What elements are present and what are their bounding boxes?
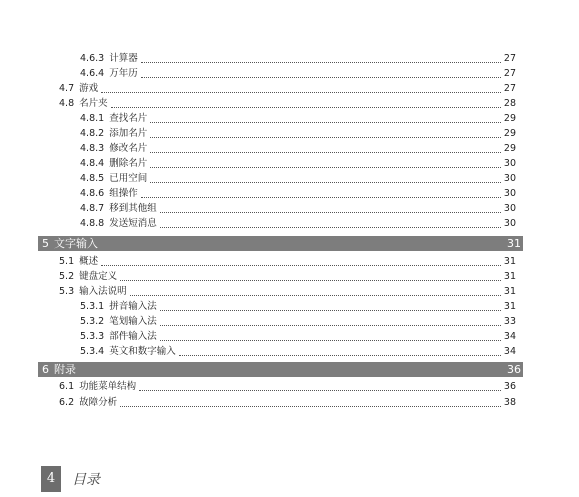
toc-row[interactable] — [80, 157, 516, 171]
toc-number: 4.8.4 — [80, 158, 105, 169]
page-number-box — [41, 466, 61, 492]
dot-leader — [101, 265, 501, 266]
toc-number: 4.6.4 — [80, 68, 105, 79]
toc-title: 添加名片 — [109, 128, 148, 139]
toc-page-number: 31 — [507, 237, 521, 250]
dot-leader — [160, 340, 501, 341]
toc-number: 4.8.7 — [80, 203, 105, 214]
toc-title: 删除名片 — [109, 158, 148, 169]
dot-leader — [150, 137, 501, 138]
toc-number: 4.8.8 — [80, 218, 105, 229]
toc-number: 4.8.2 — [80, 128, 105, 139]
dot-leader — [179, 355, 501, 356]
toc-number: 6.1 — [59, 381, 75, 392]
toc-section-row[interactable] — [38, 362, 523, 377]
toc-page-number: 30 — [503, 158, 516, 169]
toc-number: 4.8 — [59, 98, 75, 109]
toc-title: 游戏 — [79, 83, 99, 94]
toc-row[interactable] — [59, 285, 516, 299]
toc-number: 4.8.6 — [80, 188, 105, 199]
toc-page-number: 34 — [503, 346, 516, 357]
toc-number: 5.3.4 — [80, 346, 105, 357]
dot-leader — [160, 227, 501, 228]
dot-leader — [111, 107, 501, 108]
toc-page-number: 28 — [503, 98, 516, 109]
toc-row[interactable] — [80, 300, 516, 314]
toc-page-number: 31 — [503, 301, 516, 312]
toc-row[interactable] — [59, 255, 516, 269]
toc-row[interactable] — [80, 112, 516, 126]
toc-title: 查找名片 — [109, 113, 148, 124]
dot-leader — [160, 310, 501, 311]
dot-leader — [141, 77, 501, 78]
toc-title: 发送短消息 — [109, 218, 157, 229]
toc-row[interactable] — [80, 142, 516, 156]
toc-row[interactable] — [59, 97, 516, 111]
toc-title: 计算器 — [109, 53, 138, 64]
toc-row[interactable] — [59, 270, 516, 284]
toc-title: 键盘定义 — [79, 271, 118, 282]
toc-number: 5.3 — [59, 286, 75, 297]
toc-title: 移到其他组 — [109, 203, 157, 214]
toc-page-number: 29 — [503, 143, 516, 154]
toc-page-number: 30 — [503, 218, 516, 229]
dot-leader — [150, 152, 501, 153]
toc-title: 拼音输入法 — [109, 301, 157, 312]
dot-leader — [141, 197, 501, 198]
toc-row[interactable] — [80, 315, 516, 329]
toc-row[interactable] — [80, 187, 516, 201]
toc-number: 6 — [42, 363, 49, 376]
toc-number: 5.2 — [59, 271, 75, 282]
toc-page-number: 27 — [503, 53, 516, 64]
toc-row[interactable] — [80, 67, 516, 81]
toc-section-row[interactable] — [38, 236, 523, 251]
toc-page-number: 31 — [503, 256, 516, 267]
toc-page-number: 30 — [503, 173, 516, 184]
toc-page-number: 31 — [503, 286, 516, 297]
toc-number: 4.6.3 — [80, 53, 105, 64]
toc-number: 5.3.1 — [80, 301, 105, 312]
toc-number: 5 — [42, 237, 49, 250]
dot-leader — [120, 406, 501, 407]
toc-title: 概述 — [79, 256, 99, 267]
toc-row[interactable] — [59, 380, 516, 394]
toc-page-number: 34 — [503, 331, 516, 342]
dot-leader — [120, 280, 501, 281]
dot-leader — [101, 92, 501, 93]
dot-leader — [160, 212, 501, 213]
toc-page-number: 30 — [503, 188, 516, 199]
toc-row[interactable] — [80, 127, 516, 141]
toc-row[interactable] — [80, 202, 516, 216]
toc-row[interactable] — [80, 330, 516, 344]
dot-leader — [160, 325, 501, 326]
toc-number: 5.1 — [59, 256, 75, 267]
toc-title: 组操作 — [109, 188, 138, 199]
dot-leader — [150, 182, 501, 183]
dot-leader — [150, 122, 501, 123]
footer-label: 目录 — [72, 472, 100, 488]
toc-title: 文字输入 — [54, 237, 98, 250]
toc-row[interactable] — [80, 172, 516, 186]
toc-row[interactable] — [59, 396, 516, 410]
dot-leader — [139, 390, 501, 391]
toc-row[interactable] — [59, 82, 516, 96]
dot-leader — [141, 62, 501, 63]
toc-number: 5.3.2 — [80, 316, 105, 327]
toc-title: 部件输入法 — [109, 331, 157, 342]
dot-leader — [150, 167, 501, 168]
dot-leader — [130, 295, 501, 296]
toc-title: 修改名片 — [109, 143, 148, 154]
toc-title: 故障分析 — [79, 397, 118, 408]
toc-row[interactable] — [80, 52, 516, 66]
toc-title: 功能菜单结构 — [79, 381, 137, 392]
toc-title: 已用空间 — [109, 173, 148, 184]
toc-number: 6.2 — [59, 397, 75, 408]
toc-title: 笔划输入法 — [109, 316, 157, 327]
toc-title: 名片夹 — [79, 98, 108, 109]
toc-page-number: 27 — [503, 68, 516, 79]
toc-page-number: 33 — [503, 316, 516, 327]
toc-number: 4.7 — [59, 83, 75, 94]
toc-title: 输入法说明 — [79, 286, 127, 297]
toc-page-number: 36 — [503, 381, 516, 392]
toc-row[interactable] — [80, 217, 516, 231]
toc-page-number: 27 — [503, 83, 516, 94]
toc-page-number: 31 — [503, 271, 516, 282]
toc-page-number: 29 — [503, 128, 516, 139]
toc-number: 5.3.3 — [80, 331, 105, 342]
toc-number: 4.8.3 — [80, 143, 105, 154]
toc-number: 4.8.1 — [80, 113, 105, 124]
toc-title: 附录 — [54, 363, 76, 376]
toc-title: 万年历 — [109, 68, 138, 79]
toc-row[interactable] — [80, 345, 516, 359]
toc-number: 4.8.5 — [80, 173, 105, 184]
toc-page-number: 30 — [503, 203, 516, 214]
toc-page-number: 29 — [503, 113, 516, 124]
toc-title: 英文和数字输入 — [109, 346, 176, 357]
toc-page-number: 36 — [507, 363, 521, 376]
page-number: 4 — [46, 471, 56, 486]
toc-page-number: 38 — [503, 397, 516, 408]
